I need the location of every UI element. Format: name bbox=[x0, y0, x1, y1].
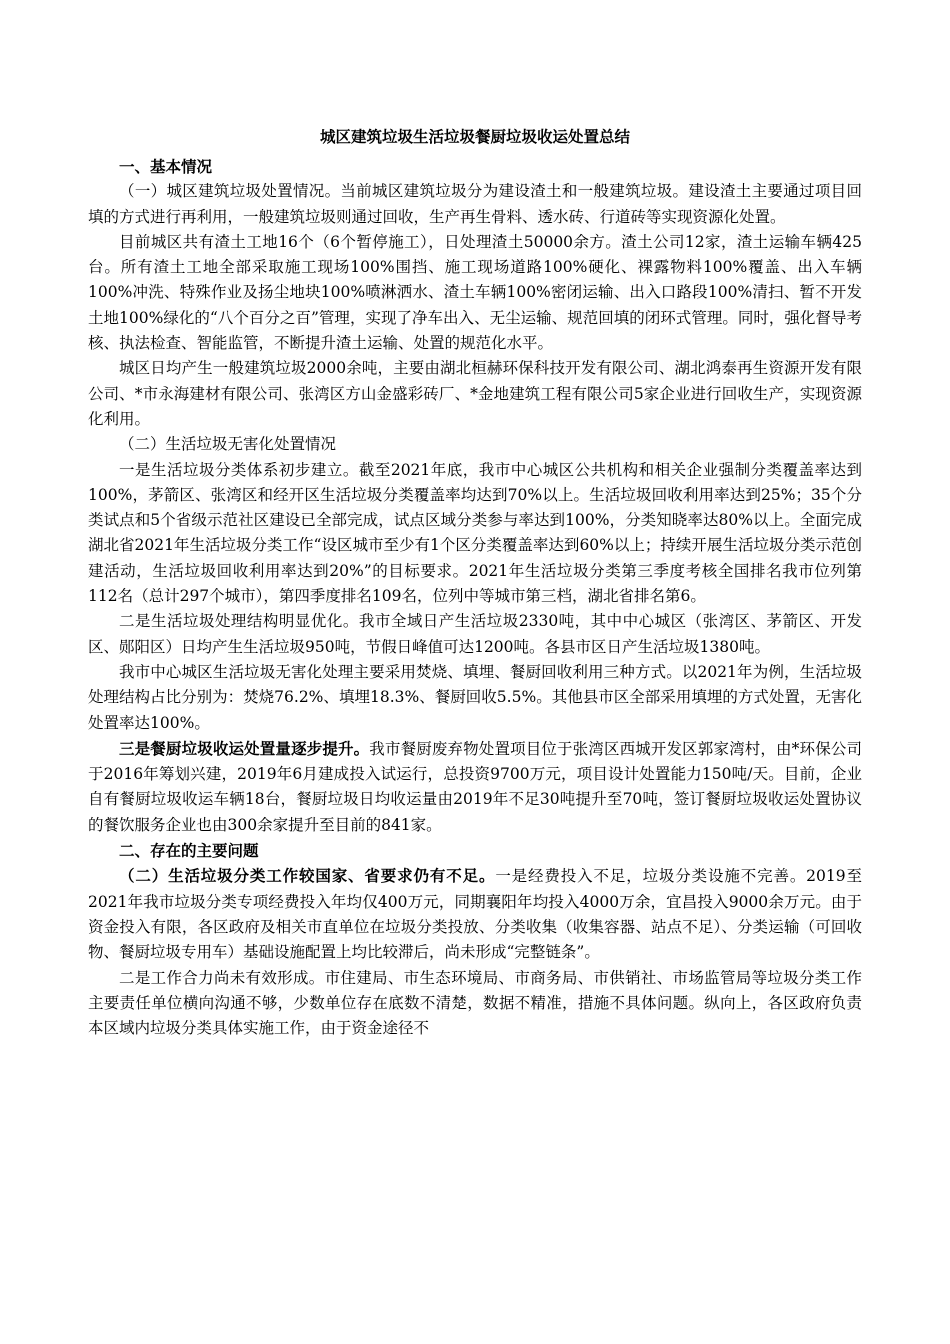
paragraph-kitchen-waste bbox=[88, 736, 862, 838]
subsection-construction-waste: （一）城区建筑垃圾处置情况。当前城区建筑垃圾分为建设渣土和一般建筑垃圾。建设渣土主要通过项目回填的方式进行再利用，一般建筑垃圾则通过回收，生产再生骨料、透水砖、行道砖等实现资源化处置。 bbox=[88, 182, 862, 226]
paragraph-body: 我市餐厨废弃物处置项目位于张湾区西城开发区郭家湾村，由*环保公司于2016年筹划兴建，2019年6月建成投入试运行，总投资9700万元，项目设计处置能力150吨/天。目前，企业自有餐厨垃圾收运车辆18台，餐厨垃圾日均收运量由2019年不足30吨提升至70吨，签订餐厨垃圾收运处置协议的餐饮服务企业也由300余家提升至目前的841家。 bbox=[88, 739, 862, 834]
paragraph-treatment-methods: 我市中心城区生活垃圾无害化处理主要采用焚烧、填埋、餐厨回收利用三种方式。以2021年为例，生活垃圾处理结构占比分别为：焚烧76.2%、填埋18.3%、餐厨回收5.5%。其他县市区全部采用填埋的方式处置，无害化处置率达100%。 bbox=[88, 662, 862, 732]
paragraph-general-construction-waste: 城区日均产生一般建筑垃圾2000余吨，主要由湖北桓赫环保科技开发有限公司、湖北鸿泰再生资源开发有限公司、*市永海建材有限公司、张湾区方山金盛彩砖厂、*金地建筑工程有限公司5家企业进行回收生产，实现资源化利用。 bbox=[88, 359, 862, 428]
paragraph-lead: 三是餐厨垃圾收运处置量逐步提升。 bbox=[119, 738, 370, 758]
section-heading-problems: 二、存在的主要问题 bbox=[119, 841, 259, 861]
subsection-domestic-waste: （二）生活垃圾无害化处置情况 bbox=[119, 435, 337, 454]
paragraph-cooperation: 二是工作合力尚未有效形成。市住建局、市生态环境局、市商务局、市供销社、市场监管局等垃圾分类工作主要责任单位横向沟通不够，少数单位存在底数不清楚，数据不精准，措施不具体问题。纵向上，各区政府负责本区域内垃圾分类具体实施工作，由于资金途径不 bbox=[88, 968, 862, 1038]
paragraph-body: 一是经费投入不足，垃圾分类设施不完善。2019至2021年我市垃圾分类专项经费投入年均仅400万元，同期襄阳年均投入4000万余，宜昌投入9000余万元。由于资金投入有限，各区政府及相关市直单位在垃圾分类投放、分类收集（收集容器、站点不足）、分类运输（可回收物、餐厨垃圾专用车）基础设施配置上均比较滞后，尚未形成“完整链条”。 bbox=[88, 867, 862, 962]
paragraph-insufficient-classification bbox=[88, 863, 862, 965]
document-page bbox=[88, 124, 862, 1041]
document-title: 城区建筑垃圾生活垃圾餐厨垃圾收运处置总结 bbox=[319, 127, 630, 146]
section-heading-basic: 一、基本情况 bbox=[119, 157, 213, 176]
paragraph-treatment-structure: 二是生活垃圾处理结构明显优化。我市全域日产生活垃圾2330吨，其中中心城区（张湾区、茅箭区、开发区、郧阳区）日均产生生活垃圾950吨，节假日峰值可达1200吨。各县市区日产生活垃圾1380吨。 bbox=[88, 612, 862, 656]
paragraph-lead: （二）生活垃圾分类工作较国家、省要求仍有不足。 bbox=[119, 866, 496, 886]
paragraph-classification-system: 一是生活垃圾分类体系初步建立。截至2021年底，我市中心城区公共机构和相关企业强制分类覆盖率达到100%，茅箭区、张湾区和经开区生活垃圾分类覆盖率均达到70%以上。生活垃圾回收利用率达到25%；35个分类试点和5个省级示范社区建设已全部完成，试点区域分类参与率达到100%，分类知晓率达80%以上。全面完成湖北省2021年生活垃圾分类工作“设区城市至少有1个区分类覆盖率达到60%以上；持续开展生活垃圾分类示范创建活动，生活垃圾回收利用率达到20%”的目标要求。2021年生活垃圾分类第三季度考核全国排名我市位列第112名（总计297个城市），第四季度排名109名，位列中等城市第三档，湖北省排名第6。 bbox=[88, 460, 862, 606]
paragraph-muck-sites: 目前城区共有渣土工地16个（6个暂停施工），日处理渣土50000余方。渣土公司12家，渣土运输车辆425台。所有渣土工地全部采取施工现场100%围挡、施工现场道路100%硬化、裸露物料100%覆盖、出入车辆100%冲洗、特殊作业及扬尘地块100%喷淋洒水、渣土车辆100%密闭运输、出入口路段100%清扫、暂不开发土地100%绿化的“八个百分之百”管理，实现了净车出入、无尘运输、规范回填的闭环式管理。同时，强化督导考核、执法检查、智能监管，不断提升渣土运输、处置的规范化水平。 bbox=[88, 232, 862, 353]
